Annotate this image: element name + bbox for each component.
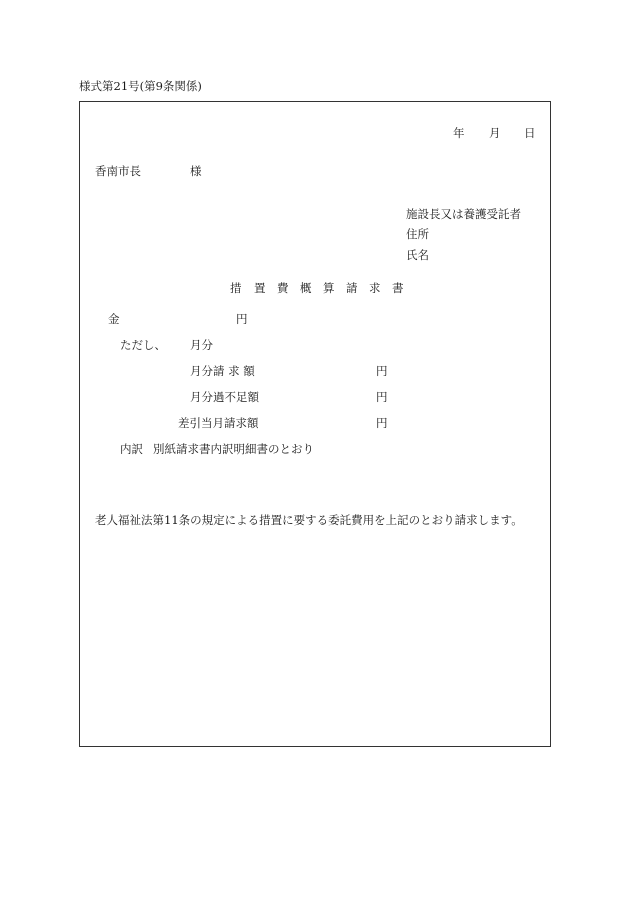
title-char: 概 <box>300 281 312 295</box>
breakdown-row-unit: 円 <box>376 390 388 404</box>
amount-prefix: 金 <box>108 312 120 326</box>
title-char: 請 <box>346 281 358 295</box>
applicant-name-label: 氏名 <box>406 248 429 262</box>
date-year-label: 年 <box>453 126 465 140</box>
title-char: 求 <box>369 281 381 295</box>
addressee-name: 香南市長 <box>95 164 141 178</box>
title-char: 措 <box>230 281 242 295</box>
breakdown-row-unit: 円 <box>376 416 388 430</box>
form-number: 様式第21号(第9条関係) <box>79 79 202 93</box>
date-day-label: 日 <box>524 126 536 140</box>
breakdown-intro: ただし、 <box>120 338 166 352</box>
title-char: 算 <box>323 281 335 295</box>
form-frame <box>79 101 551 747</box>
applicant-address-label: 住所 <box>406 227 429 241</box>
title-char: 置 <box>254 281 266 295</box>
date-month-label: 月 <box>489 126 501 140</box>
request-statement: 老人福祉法第11条の規定による措置に要する委託費用を上記のとおり請求します。 <box>95 513 523 527</box>
title-char: 費 <box>277 281 289 295</box>
detail-prefix: 内訳 <box>120 442 143 456</box>
breakdown-row-label: 月分請 求 額 <box>190 364 255 378</box>
breakdown-month-label: 月分 <box>190 338 213 352</box>
addressee-honorific: 様 <box>190 164 202 178</box>
breakdown-row-unit: 円 <box>376 364 388 378</box>
detail-text: 別紙請求書内訳明細書のとおり <box>153 442 314 456</box>
applicant-role: 施設長又は養護受託者 <box>406 207 521 221</box>
breakdown-row-label: 差引当月請求額 <box>178 416 259 430</box>
title-char: 書 <box>392 281 404 295</box>
amount-unit: 円 <box>236 312 248 326</box>
breakdown-row-label: 月分過不足額 <box>190 390 259 404</box>
